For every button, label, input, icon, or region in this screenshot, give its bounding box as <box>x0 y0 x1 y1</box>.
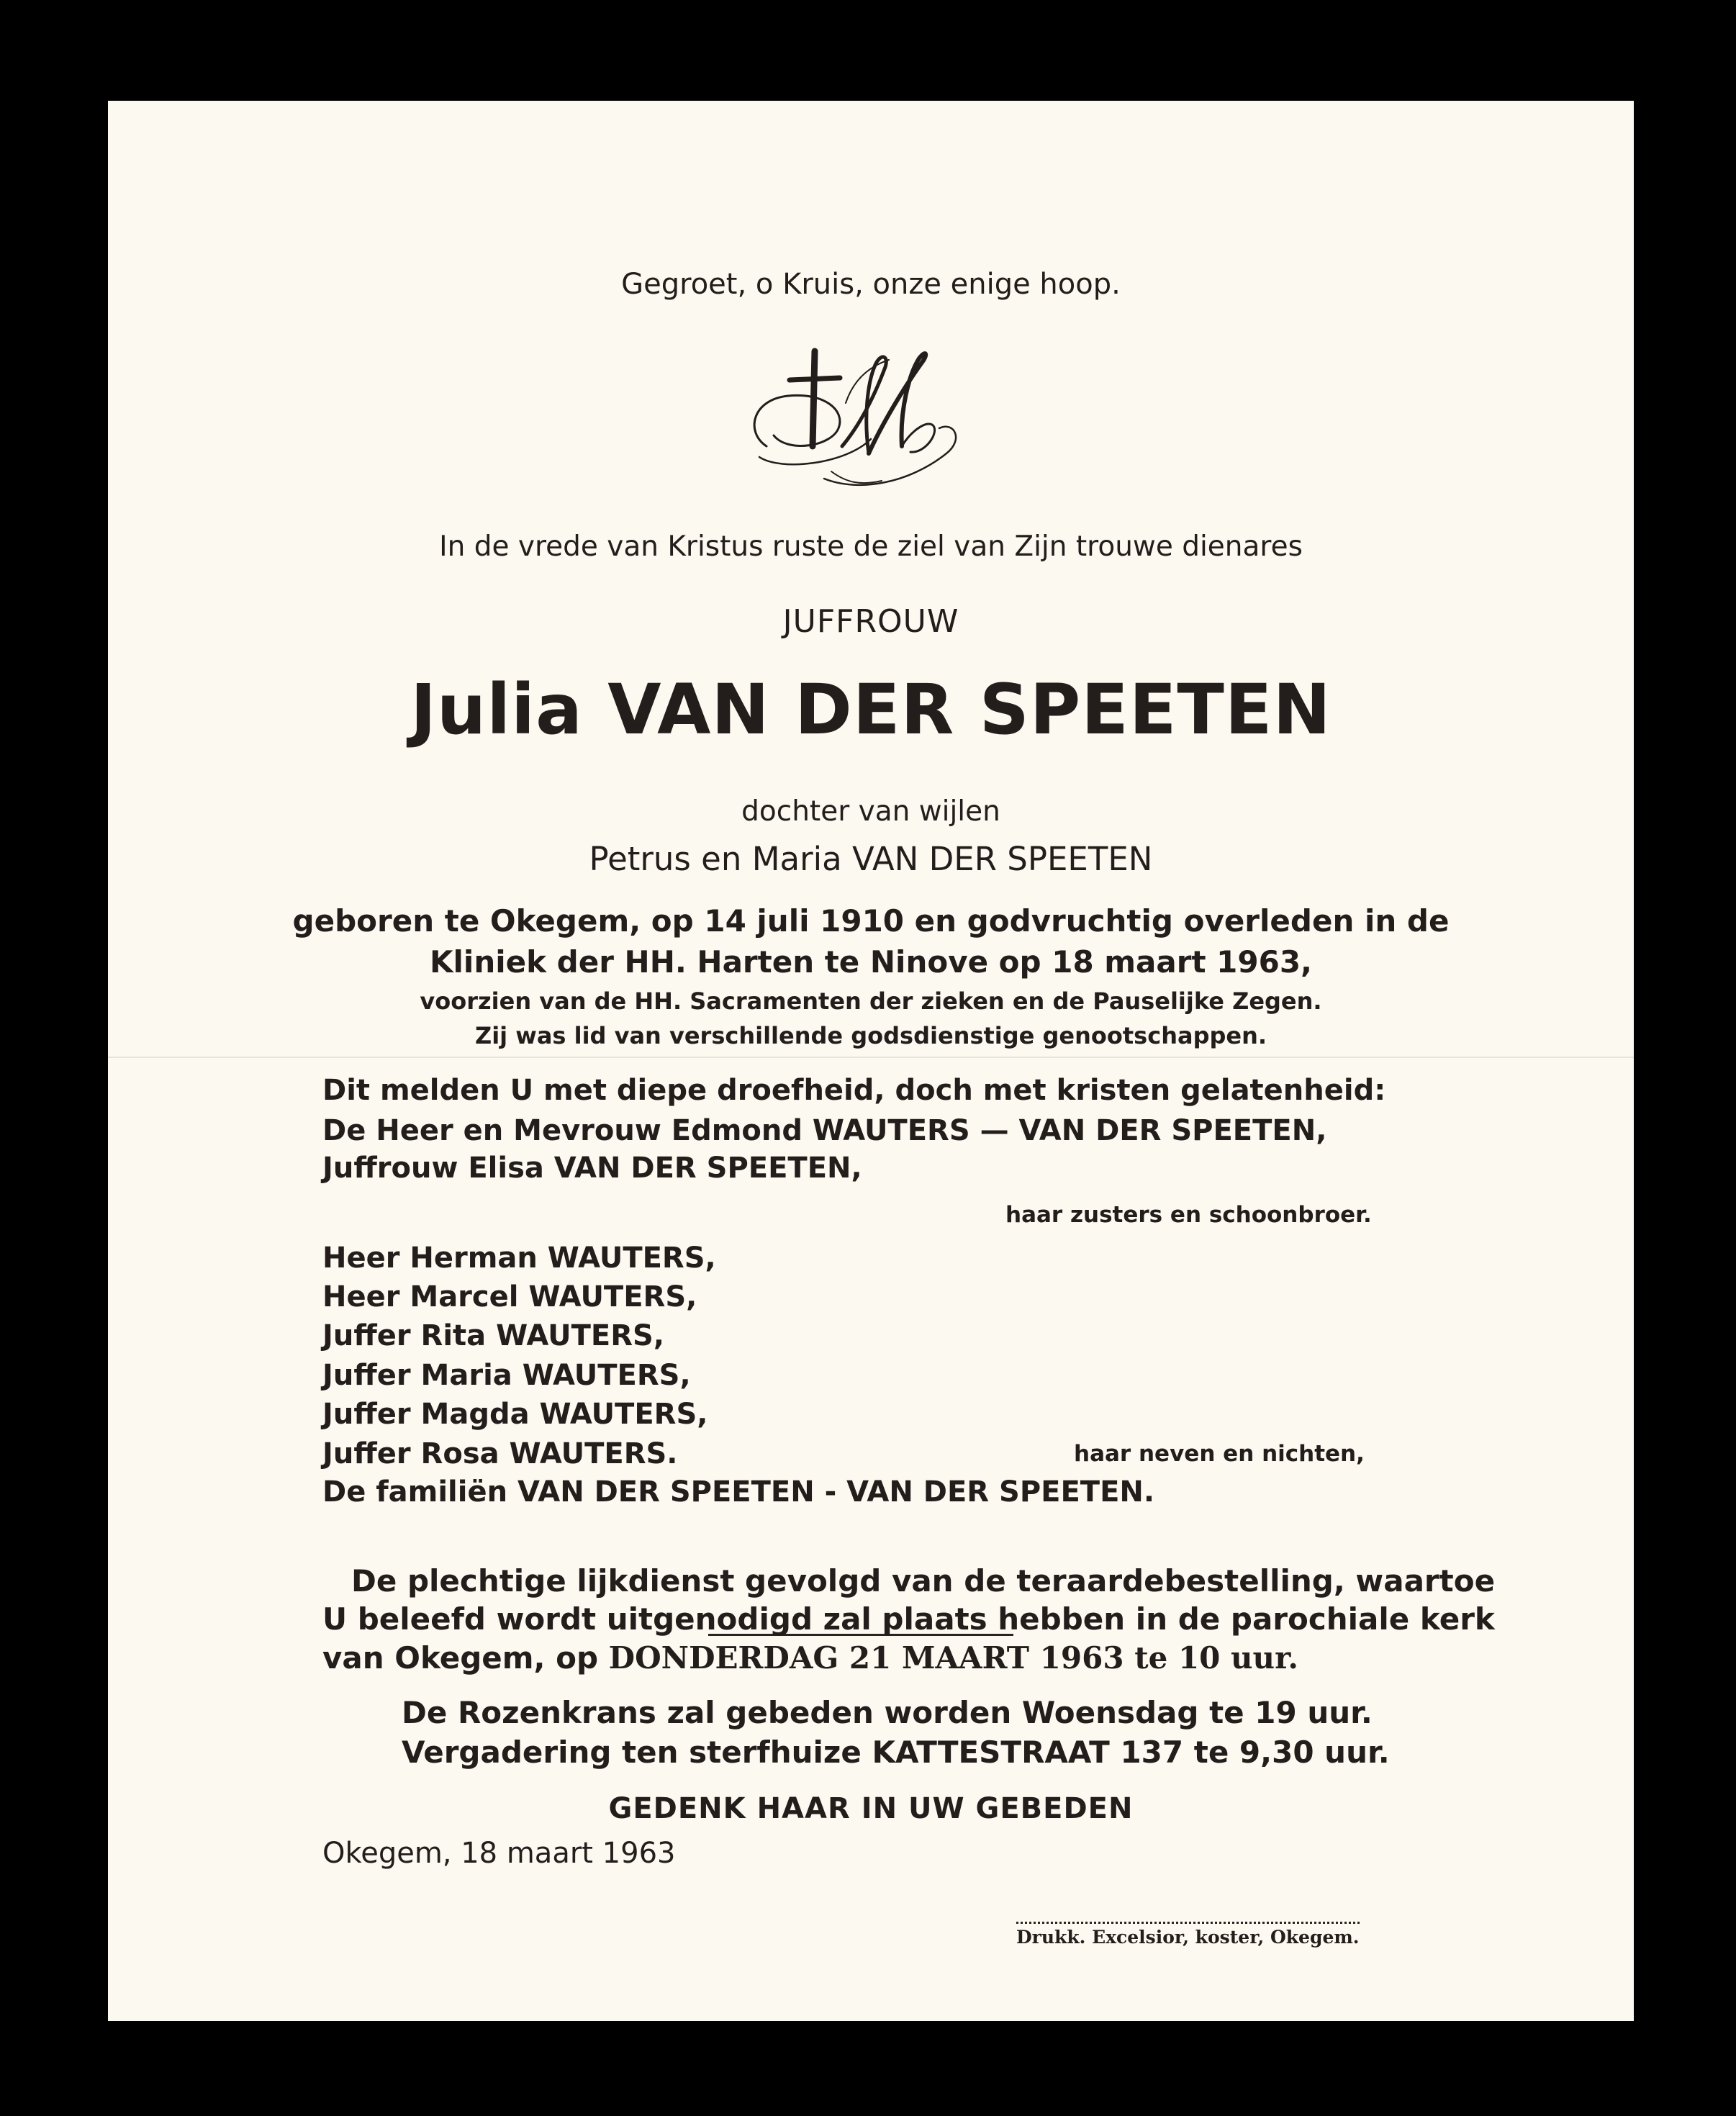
bio-line: voorzien van de HH. Sacramenten der zieken en de Pauselijke Zegen. <box>420 987 1322 1015</box>
nephews-note: haar neven en nichten, <box>1074 1441 1365 1467</box>
funeral-line: U beleefd wordt uitgenodigd zal plaats hebben in de parochiale kerk <box>322 1601 1495 1637</box>
nephew-niece-line: Juffer Rosa WAUTERS. <box>322 1437 678 1470</box>
deceased-title: JUFFROUW <box>782 603 959 640</box>
nephew-niece-line: Heer Marcel WAUTERS, <box>322 1280 697 1314</box>
nephew-niece-line: Juffer Maria WAUTERS, <box>322 1359 691 1392</box>
place-date: Okegem, 18 maart 1963 <box>322 1837 676 1870</box>
fold-line <box>108 1057 1634 1058</box>
sibling-line: Juffrouw Elisa VAN DER SPEETEN, <box>322 1152 862 1185</box>
printer-credit: Drukk. Excelsior, koster, Okegem. <box>1016 1922 1360 1948</box>
mourning-card <box>108 101 1634 2021</box>
sibling-line: De Heer en Mevrouw Edmond WAUTERS — VAN DER SPEETEN, <box>322 1114 1327 1147</box>
bio-line: Zij was lid van verschillende godsdienstige genootschappen. <box>474 1022 1267 1049</box>
funeral-line: De plechtige lijkdienst gevolgd van de teraardebestelling, waartoe <box>351 1563 1496 1599</box>
daughter-of: dochter van wijlen <box>741 795 1000 828</box>
funeral-date: DONDERDAG 21 MAART 1963 te 10 uur. <box>608 1640 1298 1676</box>
parents: Petrus en Maria VAN DER SPEETEN <box>589 840 1153 878</box>
family-intro: Dit melden U met diepe droefheid, doch met kristen gelatenheid: <box>322 1074 1386 1107</box>
greeting: Gegroet, o Kruis, onze enige hoop. <box>621 268 1121 301</box>
funeral-date-line <box>322 1640 1298 1676</box>
bio-line: geboren te Okegem, op 14 juli 1910 en godvruchtig overleden in de <box>292 903 1450 939</box>
peace-line: In de vrede van Kristus ruste de ziel van Zijn trouwe dienares <box>439 530 1303 563</box>
nephew-niece-line: Juffer Rita WAUTERS, <box>322 1319 665 1352</box>
funeral-date-prefix: van Okegem, op <box>322 1640 609 1676</box>
cross-monogram-icon <box>738 338 975 497</box>
nephew-niece-line: Juffer Magda WAUTERS, <box>322 1398 708 1431</box>
bio-line: Kliniek der HH. Harten te Ninove op 18 maart 1963, <box>429 944 1313 980</box>
siblings-note: haar zusters en schoonbroer. <box>1005 1202 1372 1228</box>
rosary-line: De Rozenkrans zal gebeden worden Woensdag te 19 uur. <box>402 1695 1373 1730</box>
pray-line: GEDENK HAAR IN UW GEBEDEN <box>608 1792 1134 1825</box>
deceased-name: Julia VAN DER SPEETEN <box>410 669 1332 750</box>
nephew-niece-line: Heer Herman WAUTERS, <box>322 1242 716 1275</box>
gathering-line: Vergadering ten sterfhuize KATTESTRAAT 137 te 9,30 uur. <box>402 1735 1390 1770</box>
families-line: De familiën VAN DER SPEETEN - VAN DER SPEETEN. <box>322 1475 1155 1509</box>
